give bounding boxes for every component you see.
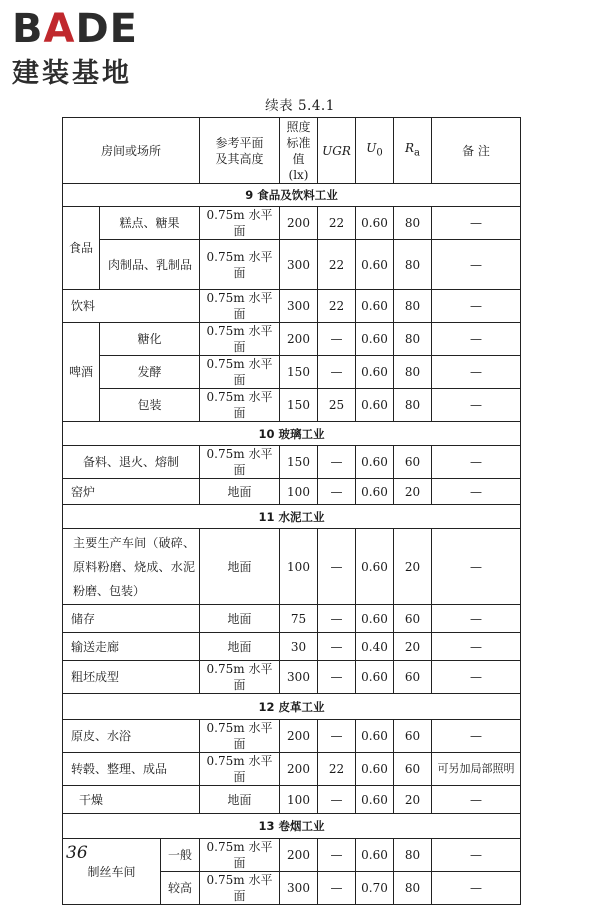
plane-cell: 0.75m 水平面	[200, 207, 280, 240]
ra-cell: 20	[394, 786, 432, 814]
ugr-cell: 22	[318, 207, 356, 240]
u0-cell: 0.60	[356, 786, 394, 814]
ugr-cell: —	[318, 786, 356, 814]
room-name: 粗坯成型	[63, 661, 200, 694]
note-cell: —	[432, 479, 521, 505]
lux-cell: 150	[280, 446, 318, 479]
table-row	[63, 753, 521, 786]
note-cell: —	[432, 240, 521, 290]
note-cell: —	[432, 446, 521, 479]
illuminance-standard-table	[62, 117, 521, 905]
u0-cell: 0.60	[356, 479, 394, 505]
u0-cell: 0.60	[356, 605, 394, 633]
logo-wordmark: BADE	[12, 6, 138, 52]
room-name: 原皮、水浴	[63, 720, 200, 753]
plane-cell: 0.75m 水平面	[200, 240, 280, 290]
lux-cell: 200	[280, 323, 318, 356]
room-name: 主要生产车间（破碎、原料粉磨、烧成、水泥粉磨、包装）	[63, 529, 200, 605]
room-name: 储存	[63, 605, 200, 633]
room-name: 糕点、糖果	[100, 207, 200, 240]
u0-cell: 0.60	[356, 661, 394, 694]
ra-cell: 80	[394, 839, 432, 872]
note-cell: —	[432, 786, 521, 814]
ugr-cell: 22	[318, 290, 356, 323]
ra-cell: 80	[394, 356, 432, 389]
u0-cell: 0.60	[356, 290, 394, 323]
u0-cell: 0.70	[356, 872, 394, 905]
ra-cell: 60	[394, 605, 432, 633]
header-plane: 参考平面 及其高度	[200, 118, 280, 184]
u0-cell: 0.60	[356, 323, 394, 356]
table-row	[63, 290, 521, 323]
note-cell: —	[432, 720, 521, 753]
plane-cell: 0.75m 水平面	[200, 839, 280, 872]
table-row	[63, 839, 521, 872]
table-row	[63, 323, 521, 356]
page-number: 36	[66, 843, 88, 863]
plane-cell: 0.75m 水平面	[200, 356, 280, 389]
section-row	[63, 694, 521, 720]
u0-cell: 0.60	[356, 720, 394, 753]
room-name: 包装	[100, 389, 200, 422]
group-label: 啤酒	[63, 323, 100, 422]
note-cell: —	[432, 661, 521, 694]
ugr-cell: 25	[318, 389, 356, 422]
header-room: 房间或场所	[63, 118, 200, 184]
plane-cell: 0.75m 水平面	[200, 661, 280, 694]
lux-cell: 300	[280, 240, 318, 290]
header-ugr: UGR	[318, 118, 356, 184]
lux-cell: 200	[280, 753, 318, 786]
ugr-cell: —	[318, 323, 356, 356]
table-row	[63, 207, 521, 240]
note-cell: 可另加局部照明	[432, 753, 521, 786]
note-cell: —	[432, 207, 521, 240]
note-cell: —	[432, 323, 521, 356]
room-name: 窑炉	[63, 479, 200, 505]
ra-cell: 80	[394, 290, 432, 323]
u0-cell: 0.60	[356, 207, 394, 240]
plane-cell: 地面	[200, 633, 280, 661]
section-row	[63, 505, 521, 529]
plane-cell: 地面	[200, 529, 280, 605]
room-name: 发酵	[100, 356, 200, 389]
section-row	[63, 184, 521, 207]
section-title: 13 卷烟工业	[63, 814, 521, 839]
ugr-cell: —	[318, 720, 356, 753]
lux-cell: 300	[280, 872, 318, 905]
ra-cell: 20	[394, 633, 432, 661]
header-lux: 照度 标准值 (lx)	[280, 118, 318, 184]
ugr-cell: —	[318, 839, 356, 872]
ra-cell: 60	[394, 753, 432, 786]
plane-cell: 0.75m 水平面	[200, 872, 280, 905]
ra-cell: 20	[394, 529, 432, 605]
section-title: 12 皮革工业	[63, 694, 521, 720]
lux-cell: 30	[280, 633, 318, 661]
note-cell: —	[432, 872, 521, 905]
ra-cell: 60	[394, 446, 432, 479]
ra-cell: 80	[394, 872, 432, 905]
ugr-cell: 22	[318, 753, 356, 786]
ugr-cell: —	[318, 872, 356, 905]
note-cell: —	[432, 605, 521, 633]
plane-cell: 0.75m 水平面	[200, 446, 280, 479]
logo-subtitle: 建装基地	[12, 58, 132, 89]
lux-cell: 150	[280, 389, 318, 422]
room-name: 干燥	[63, 786, 200, 814]
lux-cell: 100	[280, 479, 318, 505]
lux-cell: 150	[280, 356, 318, 389]
ugr-cell: —	[318, 356, 356, 389]
ugr-cell: 22	[318, 240, 356, 290]
plane-cell: 地面	[200, 786, 280, 814]
room-name: 备料、退火、熔制	[63, 446, 200, 479]
lux-cell: 75	[280, 605, 318, 633]
room-name: 较高	[161, 872, 200, 905]
table-row	[63, 786, 521, 814]
section-title: 9 食品及饮料工业	[63, 184, 521, 207]
note-cell: —	[432, 356, 521, 389]
plane-cell: 地面	[200, 479, 280, 505]
section-title: 11 水泥工业	[63, 505, 521, 529]
header-row	[63, 118, 521, 184]
table-row	[63, 661, 521, 694]
table-row	[63, 446, 521, 479]
ugr-cell: —	[318, 633, 356, 661]
plane-cell: 0.75m 水平面	[200, 753, 280, 786]
ugr-cell: —	[318, 529, 356, 605]
plane-cell: 0.75m 水平面	[200, 720, 280, 753]
note-cell: —	[432, 290, 521, 323]
plane-cell: 0.75m 水平面	[200, 290, 280, 323]
ra-cell: 60	[394, 720, 432, 753]
lux-cell: 200	[280, 720, 318, 753]
lux-cell: 100	[280, 786, 318, 814]
section-row	[63, 422, 521, 446]
ra-cell: 80	[394, 389, 432, 422]
ra-cell: 80	[394, 323, 432, 356]
ra-cell: 20	[394, 479, 432, 505]
plane-cell: 0.75m 水平面	[200, 389, 280, 422]
lux-cell: 300	[280, 661, 318, 694]
table-row	[63, 356, 521, 389]
u0-cell: 0.60	[356, 839, 394, 872]
table-row	[63, 389, 521, 422]
plane-cell: 0.75m 水平面	[200, 323, 280, 356]
ugr-cell: —	[318, 605, 356, 633]
group-label: 食品	[63, 207, 100, 290]
lux-cell: 300	[280, 290, 318, 323]
table-row	[63, 529, 521, 605]
room-name: 一般	[161, 839, 200, 872]
lux-cell: 200	[280, 207, 318, 240]
room-name: 肉制品、乳制品	[100, 240, 200, 290]
table-row	[63, 240, 521, 290]
bade-logo	[12, 6, 182, 96]
ra-cell: 80	[394, 207, 432, 240]
header-ra: $R_a$	[394, 118, 432, 184]
section-title: 10 玻璃工业	[63, 422, 521, 446]
room-name: 饮料	[63, 290, 200, 323]
room-name: 输送走廊	[63, 633, 200, 661]
u0-cell: 0.60	[356, 529, 394, 605]
group-label: 制丝车间	[63, 839, 161, 905]
room-name: 糖化	[100, 323, 200, 356]
u0-cell: 0.60	[356, 240, 394, 290]
ra-cell: 60	[394, 661, 432, 694]
note-cell: —	[432, 633, 521, 661]
u0-cell: 0.60	[356, 389, 394, 422]
table-row	[63, 605, 521, 633]
u0-cell: 0.60	[356, 753, 394, 786]
room-name: 转毂、整理、成品	[63, 753, 200, 786]
table-row	[63, 720, 521, 753]
note-cell: —	[432, 389, 521, 422]
section-row	[63, 814, 521, 839]
table-row	[63, 633, 521, 661]
u0-cell: 0.60	[356, 446, 394, 479]
table-row	[63, 479, 521, 505]
note-cell: —	[432, 839, 521, 872]
ra-cell: 80	[394, 240, 432, 290]
u0-cell: 0.40	[356, 633, 394, 661]
lux-cell: 200	[280, 839, 318, 872]
header-u0: $U_0$	[356, 118, 394, 184]
table-caption: 续表 5.4.1	[265, 98, 335, 114]
plane-cell: 地面	[200, 605, 280, 633]
header-note: 备 注	[432, 118, 521, 184]
u0-cell: 0.60	[356, 356, 394, 389]
lux-cell: 100	[280, 529, 318, 605]
ugr-cell: —	[318, 479, 356, 505]
ugr-cell: —	[318, 661, 356, 694]
ugr-cell: —	[318, 446, 356, 479]
note-cell: —	[432, 529, 521, 605]
